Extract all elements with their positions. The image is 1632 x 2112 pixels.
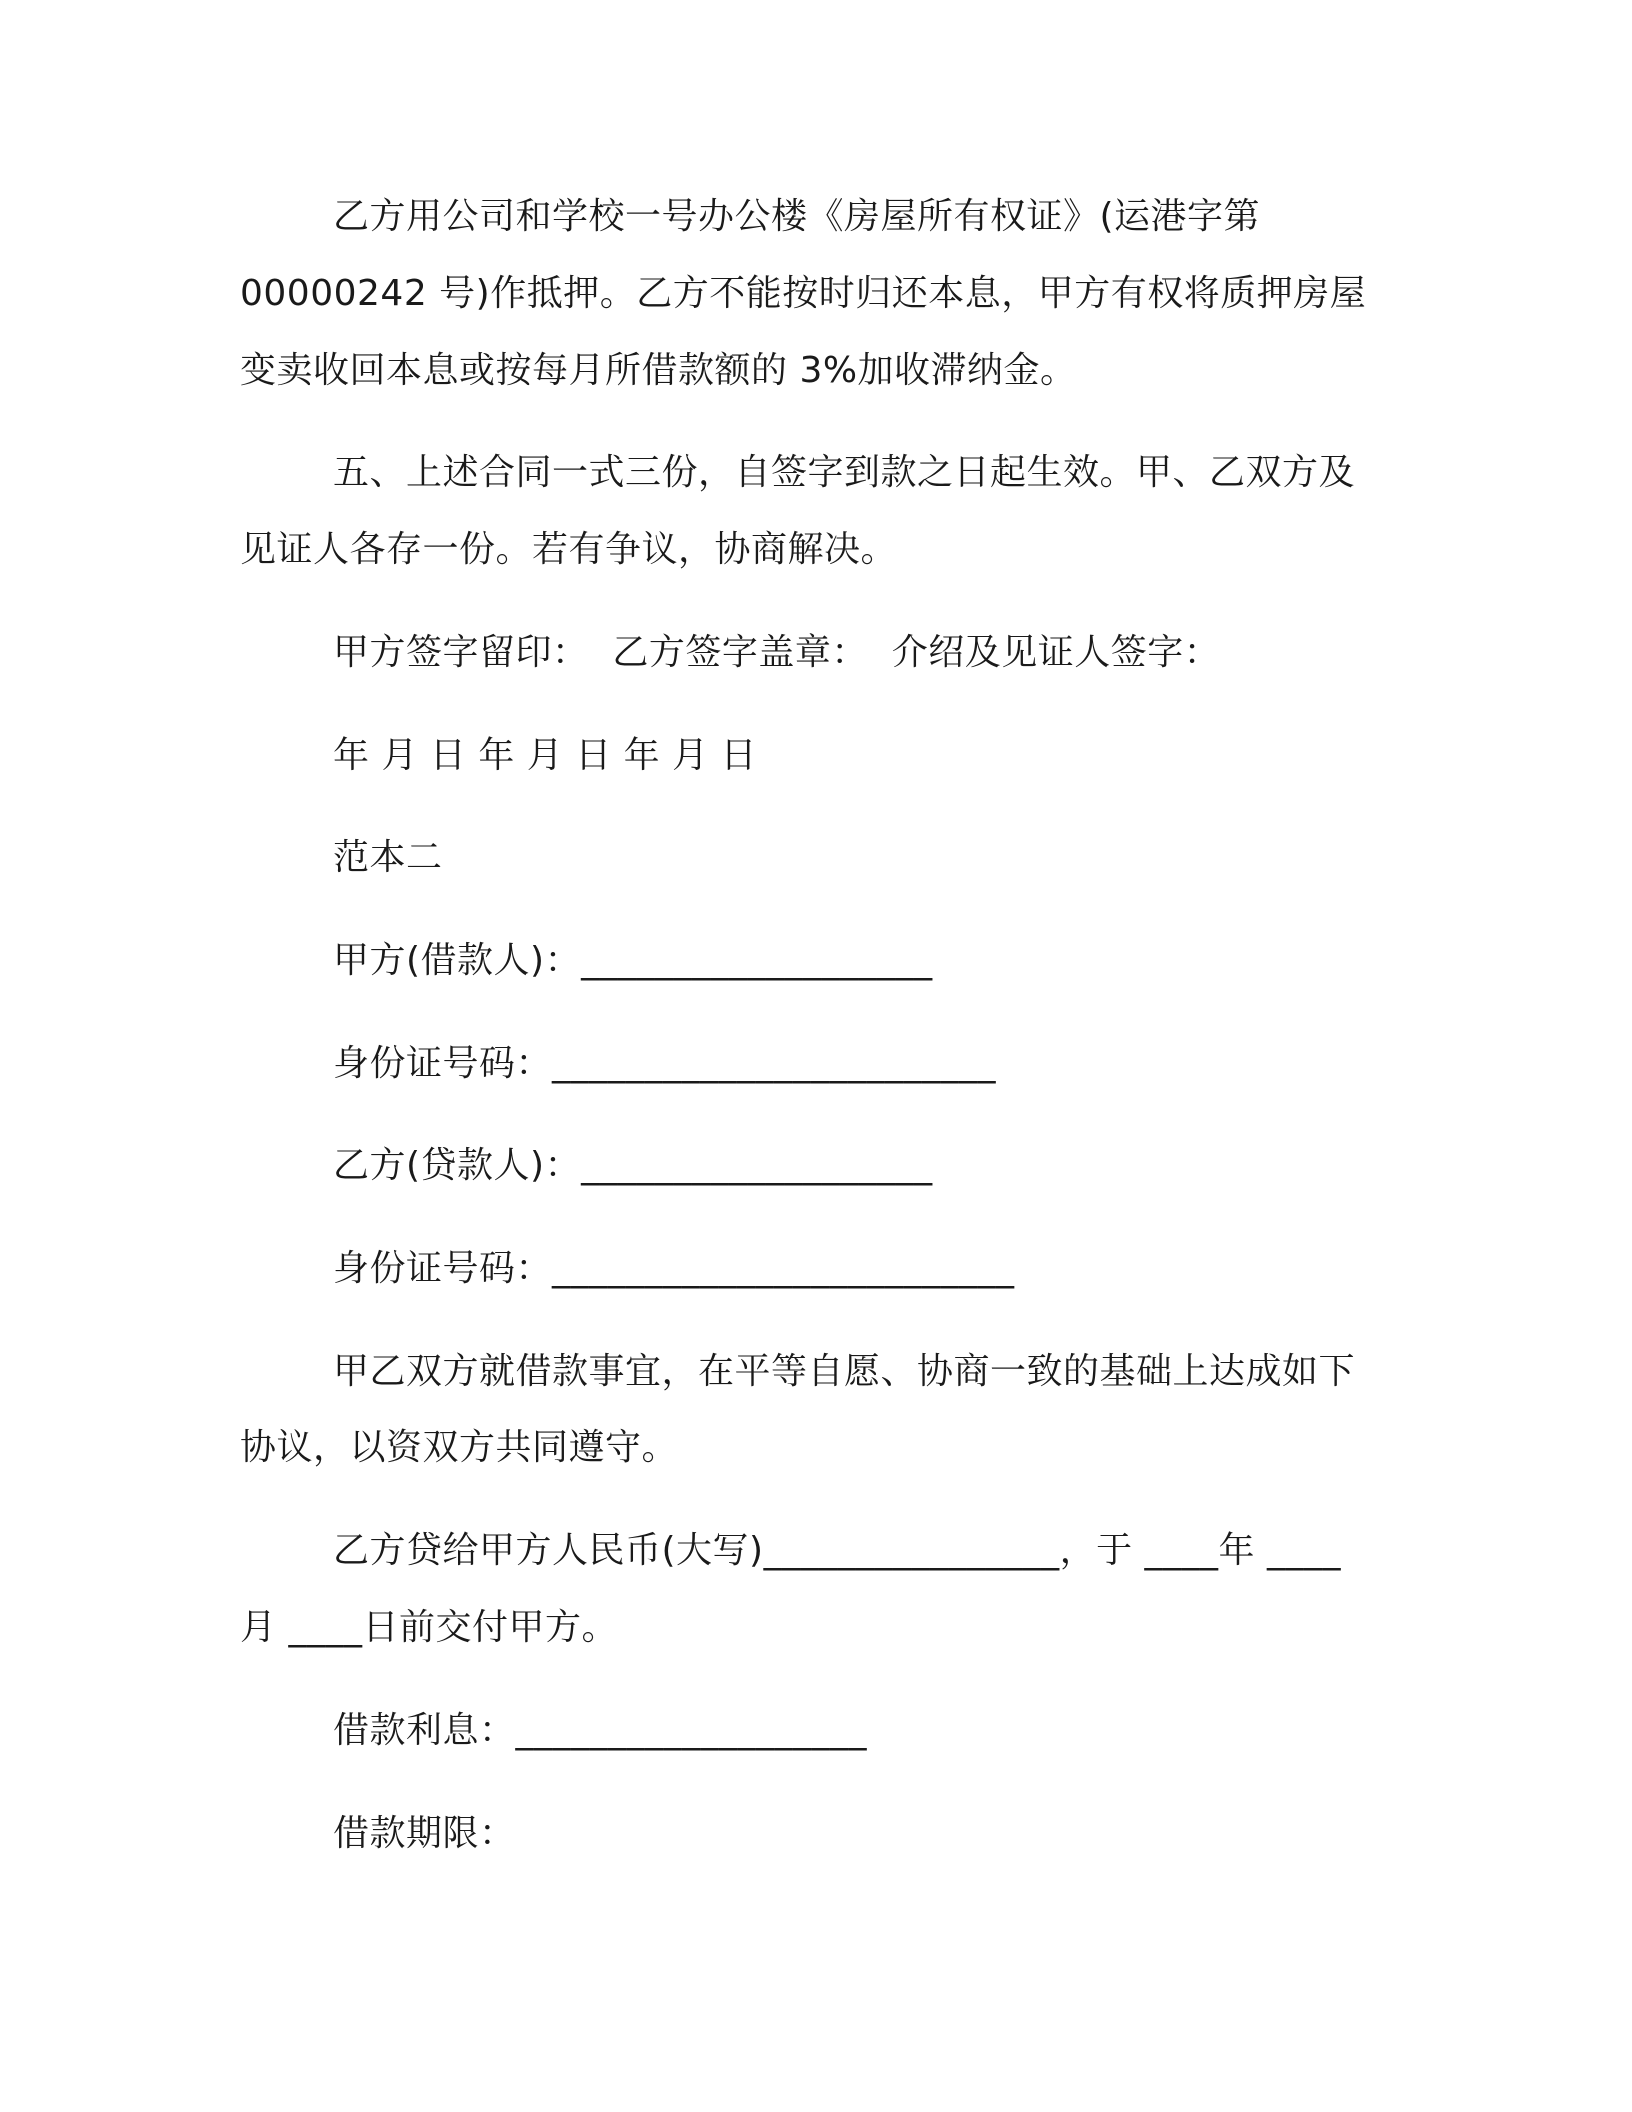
field-loan-term: 借款期限： xyxy=(333,1813,516,1854)
field-lender-id: 身份证号码：_________________________ xyxy=(333,1248,1015,1289)
paragraph-clause-five-line-2: 见证人各存一份。若有争议，协商解决。 xyxy=(240,529,898,570)
field-borrower-id: 身份证号码：________________________ xyxy=(333,1043,997,1084)
field-borrower: 甲方(借款人)：___________________ xyxy=(333,940,933,981)
paragraph-agreement-line-1: 甲乙双方就借款事宜，在平等自愿、协商一致的基础上达成如下 xyxy=(333,1351,1356,1392)
paragraph-collateral-line-3: 变卖收回本息或按每月所借款额的 3%加收滞纳金。 xyxy=(240,350,1077,391)
signature-dates: 年 月 日 年 月 日 年 月 日 xyxy=(333,735,758,776)
signature-labels: 甲方签字留印： 乙方签字盖章： 介绍及见证人签字： xyxy=(333,632,1221,673)
paragraph-loan-amount-line-2: 月 ____日前交付甲方。 xyxy=(240,1607,618,1648)
paragraph-clause-five-line-1: 五、上述合同一式三份，自签字到款之日起生效。甲、乙双方及 xyxy=(333,452,1356,493)
paragraph-loan-amount-line-1: 乙方贷给甲方人民币(大写)________________，于 ____年 ____ xyxy=(333,1530,1341,1571)
paragraph-collateral-line-1: 乙方用公司和学校一号办公楼《房屋所有权证》(运港字第 xyxy=(333,196,1261,237)
field-lender: 乙方(贷款人)：___________________ xyxy=(333,1145,933,1186)
section-title-template-two: 范本二 xyxy=(333,837,443,878)
field-loan-interest: 借款利息：___________________ xyxy=(333,1710,868,1751)
paragraph-agreement-line-2: 协议，以资双方共同遵守。 xyxy=(240,1427,679,1468)
paragraph-collateral-line-2: 00000242 号)作抵押。乙方不能按时归还本息，甲方有权将质押房屋 xyxy=(240,273,1367,314)
